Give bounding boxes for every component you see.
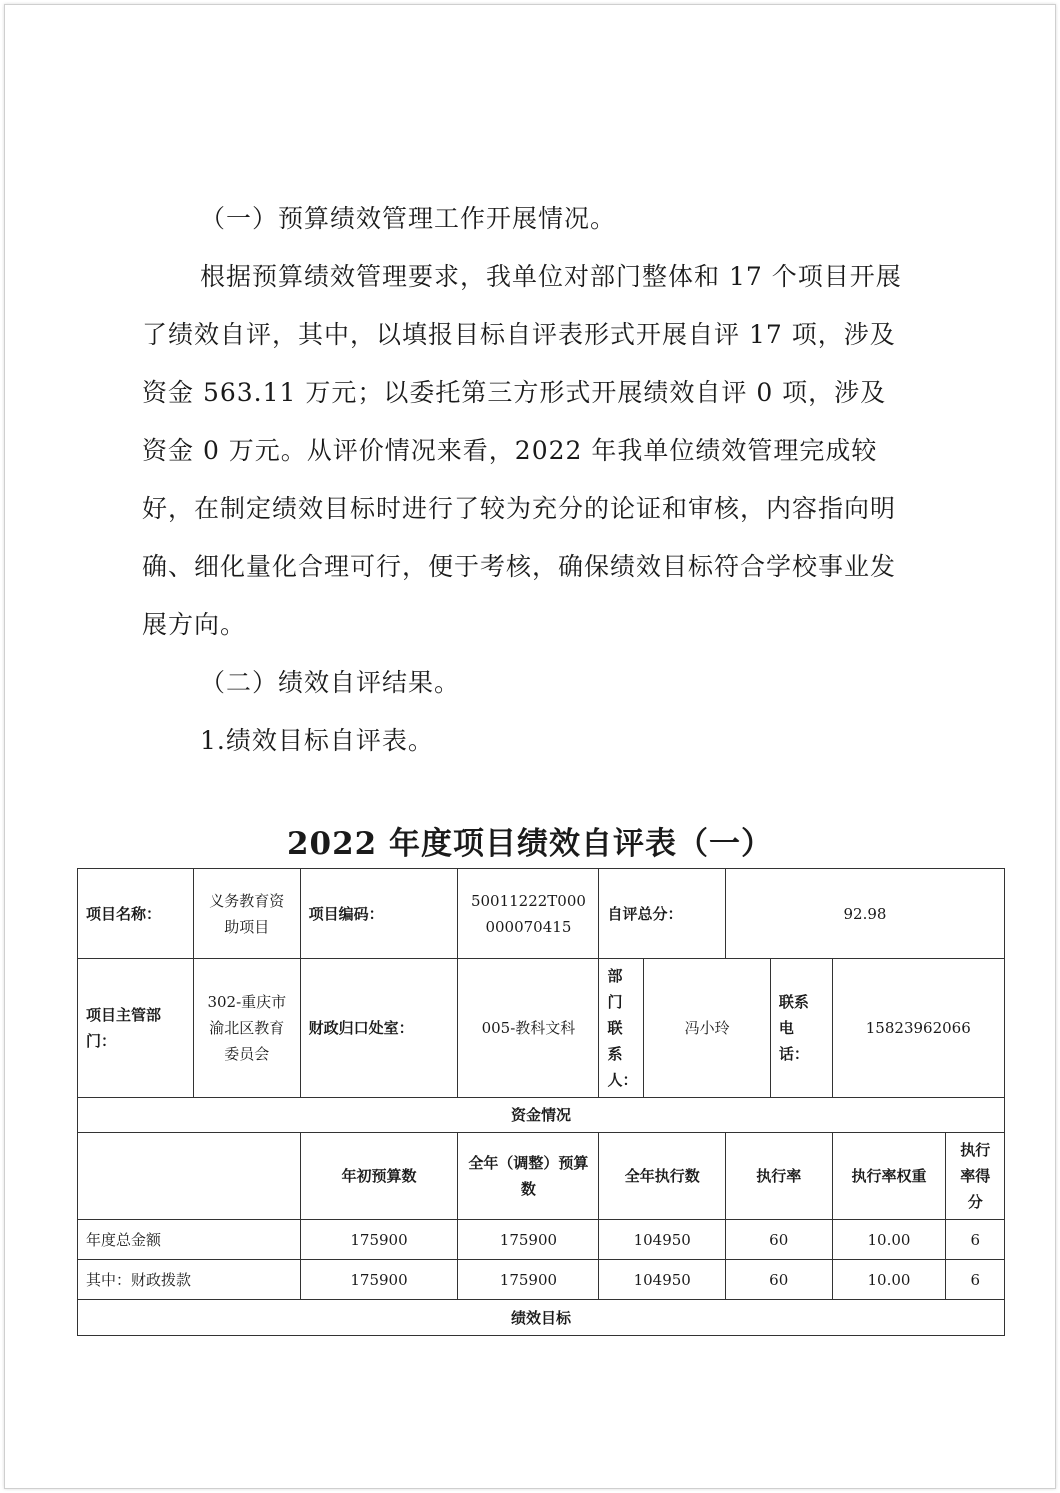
funds-cell: 60	[725, 1220, 832, 1260]
table-row	[78, 1098, 1005, 1133]
funds-cell: 10.00	[832, 1260, 946, 1300]
funds-cell: 175900	[458, 1260, 599, 1300]
dept-label: 项目主管部门：	[78, 959, 194, 1098]
finance-office-value: 005-教科文科	[458, 959, 599, 1098]
funds-cell: 6	[946, 1260, 1005, 1300]
self-score-value: 92.98	[725, 869, 1004, 959]
funds-cell: 175900	[300, 1260, 458, 1300]
funds-row-label: 年度总金额	[78, 1220, 301, 1260]
paragraph-evaluation-summary: 根据预算绩效管理要求，我单位对部门整体和 17 个项目开展了绩效自评，其中，以填报目标自评表形式开展自评 17 项，涉及资金 563.11 万元；以委托第三方形式开展绩效自评 0 项，涉及资金 0 万元。从评价情况来看，2022 年我单位绩效管理完成较好，在制定绩效目标时进行了较为充分的论证和审核，内容指向明确、细化量化合理可行，便于考核，确保绩效目标符合学校事业发展方向。	[142, 262, 902, 639]
self-score-label: 自评总分：	[599, 869, 725, 959]
contact-person-value: 冯小玲	[644, 959, 770, 1098]
performance-evaluation-table	[77, 868, 1005, 1336]
funds-cell: 60	[725, 1260, 832, 1300]
dept-value: 302-重庆市渝北区教育委员会	[194, 959, 301, 1098]
table-row	[78, 1300, 1005, 1336]
finance-office-label: 财政归口处室：	[300, 959, 458, 1098]
heading-self-evaluation-results: （二）绩效自评结果。	[200, 668, 461, 697]
funds-column-header: 全年（调整）预算数	[458, 1133, 599, 1220]
table-row	[78, 1220, 1005, 1260]
funds-cell: 175900	[458, 1220, 599, 1260]
contact-person-label: 部门联系人：	[599, 959, 644, 1098]
funds-column-blank	[78, 1133, 301, 1220]
phone-value: 15823962066	[832, 959, 1004, 1098]
funds-cell: 6	[946, 1220, 1005, 1260]
table-row	[78, 1133, 1005, 1220]
funds-cell: 175900	[300, 1220, 458, 1260]
heading-goal-evaluation-table: 1.绩效目标自评表。	[200, 726, 434, 755]
table-row	[78, 1260, 1005, 1300]
funds-cell: 10.00	[832, 1220, 946, 1260]
project-code-value: 50011222T000000070415	[458, 869, 599, 959]
goals-section-header: 绩效目标	[78, 1300, 1005, 1336]
funds-column-header: 执行率权重	[832, 1133, 946, 1220]
funds-cell: 104950	[599, 1220, 725, 1260]
table-row	[78, 959, 1005, 1098]
table-row	[78, 869, 1005, 959]
funds-column-header: 执行率	[725, 1133, 832, 1220]
project-code-label: 项目编码：	[300, 869, 458, 959]
table-title: 2022 年度项目绩效自评表（一）	[286, 826, 774, 862]
funds-column-header: 执行率得分	[946, 1133, 1005, 1220]
phone-label: 联系电话：	[770, 959, 832, 1098]
body-text	[142, 190, 912, 770]
funds-section-header: 资金情况	[78, 1098, 1005, 1133]
funds-column-header: 全年执行数	[599, 1133, 725, 1220]
heading-budget-management: （一）预算绩效管理工作开展情况。	[200, 204, 617, 233]
funds-column-header: 年初预算数	[300, 1133, 458, 1220]
funds-row-label: 其中：财政拨款	[78, 1260, 301, 1300]
funds-cell: 104950	[599, 1260, 725, 1300]
project-name-label: 项目名称：	[78, 869, 194, 959]
project-name-value: 义务教育资助项目	[194, 869, 301, 959]
